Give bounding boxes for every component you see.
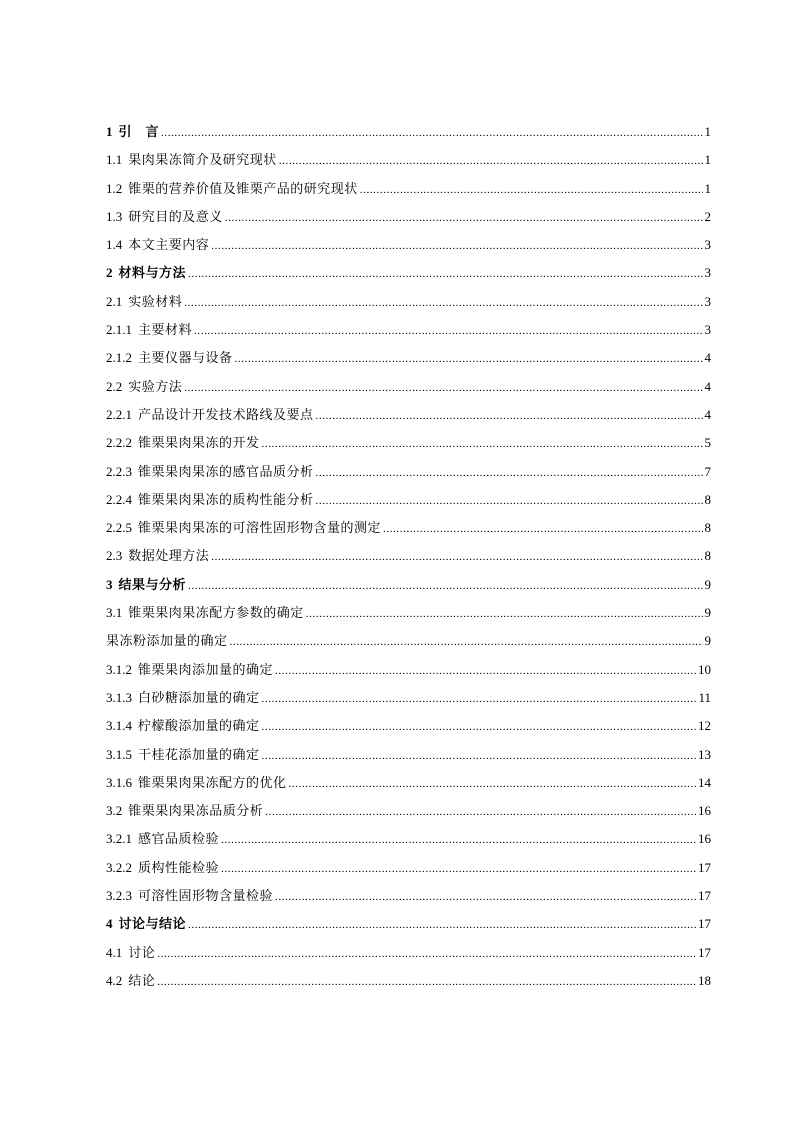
page-number: 3 (704, 237, 711, 253)
toc-entry[interactable] (106, 458, 711, 486)
page-number: 16 (698, 803, 711, 819)
page-number: 11 (698, 689, 711, 705)
table-of-contents (106, 118, 711, 995)
toc-entry[interactable] (106, 712, 711, 740)
toc-entry[interactable] (106, 656, 711, 684)
entry-number: 3.1.6 (106, 774, 132, 790)
entry-number: 2.2.3 (106, 463, 132, 479)
entry-number: 2.1.2 (106, 350, 132, 366)
entry-title: 实验材料 (128, 294, 183, 310)
dot-leader (221, 826, 696, 854)
entry-title: 感官品质检验 (138, 832, 220, 848)
toc-entry[interactable] (106, 939, 711, 967)
entry-title: 材料与方法 (118, 266, 187, 282)
toc-entry[interactable] (106, 741, 711, 769)
entry-number: 3.1.4 (106, 718, 132, 734)
entry-title: 可溶性固形物含量检验 (138, 889, 274, 905)
entry-title: 果肉果冻简介及研究现状 (128, 153, 277, 169)
dot-leader (275, 883, 696, 911)
page-number: 8 (704, 520, 711, 536)
toc-entry[interactable] (106, 797, 711, 825)
page-number: 3 (704, 322, 711, 338)
page-number: 8 (704, 491, 711, 507)
entry-number: 1.4 (106, 237, 123, 253)
entry-number: 1 (106, 124, 113, 139)
dot-leader (188, 572, 702, 600)
entry-number: 3.2 (106, 803, 123, 819)
dot-leader (262, 685, 697, 713)
entry-title: 锥栗果肉果冻的质构性能分析 (138, 492, 314, 508)
toc-entry[interactable] (106, 259, 711, 287)
dot-leader (262, 742, 696, 770)
entry-title: 锥栗的营养价值及锥栗产品的研究现状 (128, 181, 358, 197)
entry-number: 1.3 (106, 208, 123, 224)
toc-entry[interactable] (106, 231, 711, 259)
entry-number: 3 (106, 576, 113, 592)
entry-number: 4 (106, 916, 113, 932)
page-number: 17 (698, 916, 711, 932)
entry-number: 2.2.4 (106, 491, 132, 507)
dot-leader (161, 119, 702, 147)
dot-leader (211, 232, 702, 260)
toc-entry[interactable] (106, 684, 711, 712)
entry-title: 锥栗果肉果冻的开发 (138, 436, 260, 452)
entry-title: 本文主要内容 (128, 238, 210, 254)
page-number: 7 (704, 463, 711, 479)
dot-leader (188, 260, 702, 288)
page-number: 1 (704, 152, 711, 168)
entry-number: 2.3 (106, 548, 123, 564)
toc-entry[interactable] (106, 175, 711, 203)
dot-leader (225, 204, 703, 232)
entry-title: 结论 (128, 973, 156, 989)
dot-leader (211, 543, 702, 571)
dot-leader (275, 657, 696, 685)
page-number: 1 (704, 124, 711, 139)
toc-entry[interactable] (106, 486, 711, 514)
entry-number: 2.1 (106, 293, 123, 309)
entry-title: 锥栗果肉果冻的可溶性固形物含量的测定 (138, 521, 382, 537)
page-number: 1 (704, 180, 711, 196)
toc-entry[interactable] (106, 344, 711, 372)
dot-leader (230, 628, 703, 656)
dot-leader (316, 459, 703, 487)
entry-number: 4.1 (106, 944, 123, 960)
entry-title: 研究目的及意义 (128, 209, 223, 225)
toc-entry[interactable] (106, 429, 711, 457)
dot-leader (316, 487, 703, 515)
entry-title: 数据处理方法 (128, 549, 210, 565)
entry-number: 3.2.2 (106, 859, 132, 875)
entry-number: 3.1.2 (106, 661, 132, 677)
dot-leader (262, 713, 696, 741)
dot-leader (157, 940, 696, 968)
page-number: 10 (698, 661, 711, 677)
toc-entry[interactable] (106, 967, 711, 995)
entry-title: 锥栗果肉果冻的感官品质分析 (138, 464, 314, 480)
entry-title: 柠檬酸添加量的确定 (138, 719, 260, 735)
entry-title: 锥栗果肉果冻品质分析 (128, 804, 264, 820)
dot-leader (188, 911, 696, 939)
toc-entry[interactable] (106, 627, 711, 655)
page-number: 8 (704, 548, 711, 564)
page-number: 9 (704, 605, 711, 621)
dot-leader (360, 176, 703, 204)
toc-entry[interactable] (106, 769, 711, 797)
toc-entry[interactable] (106, 401, 711, 429)
toc-entry[interactable] (106, 118, 711, 146)
dot-leader (316, 402, 703, 430)
dot-leader (194, 317, 702, 345)
entry-number: 2 (106, 265, 113, 281)
dot-leader (235, 345, 703, 373)
entry-title: 干桂花添加量的确定 (138, 747, 260, 763)
entry-title: 引 言 (118, 125, 160, 140)
entry-title: 产品设计开发技术路线及要点 (138, 407, 314, 423)
page-number: 17 (698, 944, 711, 960)
page-number: 4 (704, 406, 711, 422)
dot-leader (279, 147, 703, 175)
entry-number: 3.1.5 (106, 746, 132, 762)
toc-entry[interactable] (106, 542, 711, 570)
entry-number: 3.1 (106, 605, 123, 621)
toc-entry[interactable] (106, 373, 711, 401)
toc-entry[interactable] (106, 571, 711, 599)
page-number: 5 (704, 435, 711, 451)
toc-entry[interactable] (106, 910, 711, 938)
page-number: 13 (698, 746, 711, 762)
page-number: 12 (698, 718, 711, 734)
page-number: 2 (704, 208, 711, 224)
dot-leader (221, 855, 696, 883)
toc-entry[interactable] (106, 146, 711, 174)
entry-number: 2.2 (106, 378, 123, 394)
entry-title: 质构性能检验 (138, 860, 220, 876)
entry-title: 主要仪器与设备 (138, 351, 233, 367)
toc-entry[interactable] (106, 203, 711, 231)
entry-title: 锥栗果肉果冻配方的优化 (138, 775, 287, 791)
entry-number: 2.2.1 (106, 406, 132, 422)
dot-leader (265, 798, 696, 826)
dot-leader (262, 430, 703, 458)
entry-title: 果冻粉添加量的确定 (106, 634, 228, 650)
toc-entry[interactable] (106, 514, 711, 542)
entry-number: 2.2.5 (106, 520, 132, 536)
entry-number: 2.2.2 (106, 435, 132, 451)
toc-entry[interactable] (106, 316, 711, 344)
entry-number: 4.2 (106, 972, 123, 988)
dot-leader (184, 289, 702, 317)
page-number: 4 (704, 378, 711, 394)
entry-number: 1.1 (106, 152, 123, 168)
entry-number: 2.1.1 (106, 322, 132, 338)
page-number: 18 (698, 972, 711, 988)
entry-title: 实验方法 (128, 379, 183, 395)
page-number: 3 (704, 293, 711, 309)
page-number: 9 (704, 576, 711, 592)
dot-leader (383, 515, 702, 543)
entry-number: 3.2.3 (106, 888, 132, 904)
toc-entry[interactable] (106, 825, 711, 853)
toc-entry[interactable] (106, 854, 711, 882)
entry-number: 3.2.1 (106, 831, 132, 847)
entry-title: 讨论与结论 (118, 917, 187, 933)
entry-title: 锥栗果肉添加量的确定 (138, 662, 274, 678)
toc-entry[interactable] (106, 882, 711, 910)
page-number: 16 (698, 831, 711, 847)
page-number: 3 (704, 265, 711, 281)
entry-title: 讨论 (128, 945, 156, 961)
entry-title: 白砂糖添加量的确定 (138, 690, 260, 706)
dot-leader (184, 374, 702, 402)
entry-title: 锥栗果肉果冻配方参数的确定 (128, 606, 304, 622)
page-number: 17 (698, 859, 711, 875)
page-number: 17 (698, 888, 711, 904)
page-number: 14 (698, 774, 711, 790)
page-number: 4 (704, 350, 711, 366)
toc-entry[interactable] (106, 599, 711, 627)
entry-number: 3.1.3 (106, 689, 132, 705)
page-number: 9 (704, 633, 711, 649)
entry-title: 结果与分析 (118, 577, 187, 593)
dot-leader (289, 770, 696, 798)
entry-title: 主要材料 (138, 323, 193, 339)
toc-entry[interactable] (106, 288, 711, 316)
dot-leader (157, 968, 696, 996)
entry-number: 1.2 (106, 180, 123, 196)
dot-leader (306, 600, 703, 628)
